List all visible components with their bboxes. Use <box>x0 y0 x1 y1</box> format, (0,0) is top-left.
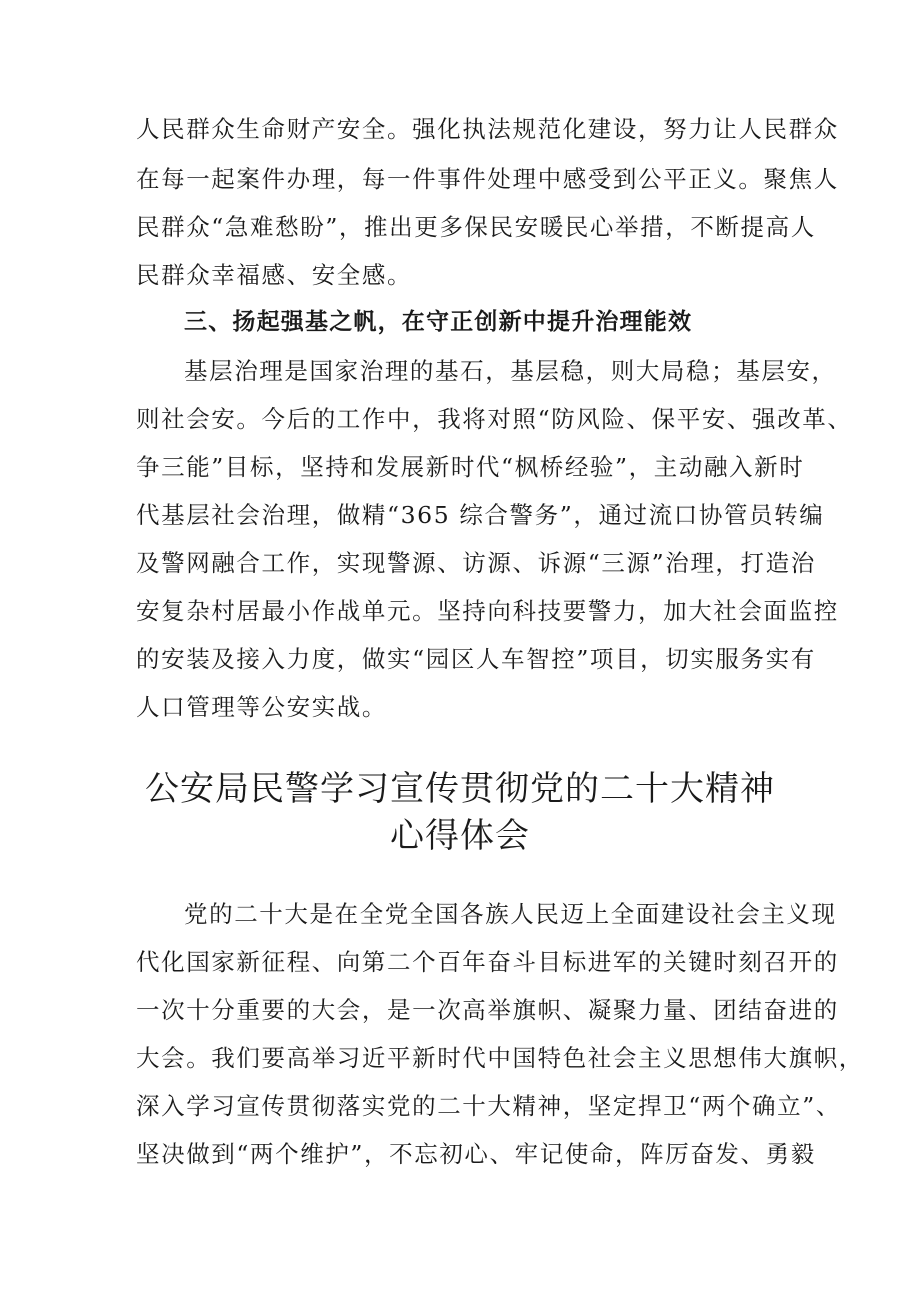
paragraph-line: 深入学习宣传贯彻落实党的二十大精神，坚定捍卫“两个确立”、 <box>136 1092 841 1120</box>
paragraph-line: 一次十分重要的大会，是一次高举旗帜、凝聚力量、团结奋进的 <box>136 996 839 1024</box>
article-title-line2: 心得体会 <box>390 816 530 856</box>
paragraph-line: 的安装及接入力度，做实“园区人车智控”项目，切实服务实有 <box>136 645 816 673</box>
paragraph-line: 争三能”目标，坚持和发展新时代“枫桥经验”，主动融入新时 <box>136 453 805 481</box>
paragraph-line: 及警网融合工作，实现警源、访源、诉源“三源”治理，打造治 <box>136 549 816 577</box>
paragraph-line: 人民群众生命财产安全。强化执法规范化建设，努力让人民群众 <box>136 115 839 143</box>
paragraph-line: 则社会安。今后的工作中，我将对照“防风险、保平安、强改革、 <box>136 405 853 433</box>
paragraph-line: 人口管理等公安实战。 <box>136 693 387 721</box>
paragraph-line-indent: 基层治理是国家治理的基石，基层稳，则大局稳；基层安， <box>184 357 837 385</box>
paragraph-line: 代基层社会治理，做精“365 综合警务”，通过流口协管员转编 <box>136 501 825 529</box>
paragraph-line: 大会。我们要高举习近平新时代中国特色社会主义思想伟大旗帜， <box>136 1044 864 1072</box>
section-heading: 三、扬起强基之帆，在守正创新中提升治理能效 <box>184 309 693 335</box>
paragraph-line: 坚决做到“两个维护”，不忘初心、牢记使命，阵厉奋发、勇毅 <box>136 1140 816 1168</box>
paragraph-line: 在每一起案件办理，每一件事件处理中感受到公平正义。聚焦人 <box>136 165 839 193</box>
paragraph-line: 民群众幸福感、安全感。 <box>136 261 413 289</box>
paragraph-line: 代化国家新征程、向第二个百年奋斗目标进军的关键时刻召开的 <box>136 948 839 976</box>
article-title-line1: 公安局民警学习宣传贯彻党的二十大精神 <box>145 769 775 809</box>
paragraph-line-indent: 党的二十大是在全党全国各族人民迈上全面建设社会主义现 <box>184 900 837 928</box>
paragraph-line: 安复杂村居最小作战单元。坚持向科技要警力，加大社会面监控 <box>136 597 839 625</box>
paragraph-line: 民群众“急难愁盼”，推出更多保民安暖民心举措，不断提高人 <box>136 213 816 241</box>
